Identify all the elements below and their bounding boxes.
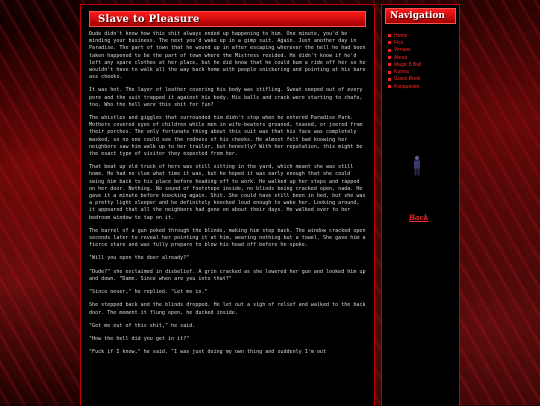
nav-link-home[interactable]: Home (394, 32, 408, 39)
bullet-icon (388, 85, 391, 88)
story-paragraph: "Since never," he replied. "Let me in." (89, 289, 208, 296)
nav-title-bar (385, 8, 456, 24)
story-paragraph: That beat up old truck of hers was still sitting in the yard, which meant she was still home. He had no clue what time it was, but he hoped it was early enough that she could swing him back to his place before heading off to work. He walked up her steps and rapped on her door. Nothing. No sound of footsteps inside, no blinds being cracked open, nada. He gave it a minute before knocking again. Shit. She could have still been in bed, but she was a pretty light sleeper and he definitely knocked loud enough to wake her. Looking around, it appeared that all the neighbors had gone on about their days. He walked over to her bedroom window to tap on it. (89, 164, 366, 221)
story-paragraph: "Will you open the door already?" (89, 255, 190, 262)
bullet-icon (388, 49, 391, 52)
story-panel (80, 4, 375, 406)
nav-list (382, 32, 459, 90)
nav-item-fics[interactable] (388, 39, 459, 46)
bullet-icon (388, 34, 391, 37)
nav-link-guest-book[interactable]: Guest Book (394, 76, 421, 83)
story-paragraph: Dude didn't know how this shit always ended up happening to him. One minute, you'd be minding your business. The next you'd wake up in a gimp suit. Again. Just another day in Paradise. The part of town that he wound up in after escaping wherever the hell he had been taken happened to be the part of town where the Mistress resided. He didn't know if he'd left any spare clothes at her place, but he did know that he could bum a ride off her so he wouldn't have to walk all the way back home with people snickering and pointing at his bare ass cheeks. (89, 31, 366, 81)
navigation-sidebar (381, 4, 460, 406)
nav-link-fics[interactable]: Fics (394, 39, 404, 46)
bullet-icon (388, 63, 391, 66)
story-text (81, 27, 374, 356)
nav-item-home[interactable] (388, 32, 459, 39)
nav-link-konquester[interactable]: Konquester (394, 83, 420, 90)
title-bar (89, 11, 366, 27)
nav-link-venues[interactable]: Venues (394, 47, 411, 54)
story-paragraph: "Fuck if I know," he said. "I was just doing my own thing and suddenly I'm out (89, 349, 327, 356)
story-paragraph: The barrel of a gun poked through the blinds, making him step back. The window cracked open seconds later to reveal her pointing it at him, wearing nothing but a towel. She gave him a fierce stare and was fully prepare to blow his head off before he spoke. (89, 227, 366, 249)
nav-item-about[interactable] (388, 54, 459, 61)
nav-link-magic-8-ball[interactable]: Magic 8 Ball (394, 61, 422, 68)
bullet-icon (388, 56, 391, 59)
story-paragraph: "Get me out of this shit," he said. (89, 322, 196, 329)
nav-title: Navigation (390, 11, 445, 21)
story-paragraph: She stepped back and the blinds dropped. He let out a sigh of relief and walked to the back door. The moment it flung open, he ducked inside. (89, 302, 366, 316)
nav-link-about[interactable]: About (394, 54, 408, 61)
bullet-icon (388, 41, 391, 44)
back-link[interactable]: Back (409, 213, 429, 222)
story-paragraph: The whistles and giggles that surrounded him didn't stop when he entered Paradise Park. Mothers covered eyes of children while men in wife-beaters groaned, teased, or jeered from their porches. The only fortunate thing about this suit was that his face was completely masked, so no one could see the redness of his cheeks. He almost felt bad knowing her neighbors saw him walk up to her trailer, but honestly? With her reputation, this might be the exact type of visitor they expected from her. (89, 115, 363, 158)
story-paragraph: It was hot. The layer of leather covering his body was stifling. Sweat seeped out of every pore and the suit trapped it against his body. His balls and crack were starting to chafe, too. Who the hell wore this shit for fun? (89, 87, 363, 108)
nav-item-magic-8-ball[interactable] (388, 61, 459, 68)
nav-item-guest-book[interactable] (388, 76, 459, 83)
bullet-icon (388, 78, 391, 81)
nav-link-karma[interactable]: Karma (394, 69, 409, 76)
figure-icon (411, 155, 423, 177)
nav-item-venues[interactable] (388, 47, 459, 54)
nav-item-konquester[interactable] (388, 83, 459, 90)
story-paragraph: "How the hell did you get in it?" (89, 335, 190, 342)
bullet-icon (388, 71, 391, 74)
page-title: Slave to Pleasure (98, 13, 200, 25)
nav-item-karma[interactable] (388, 68, 459, 75)
story-paragraph: "Dude?" she exclaimed in disbelief. A grin cracked as she lowered her gun and looked him up and down. "Damn. Since when are you into that?" (89, 268, 366, 282)
